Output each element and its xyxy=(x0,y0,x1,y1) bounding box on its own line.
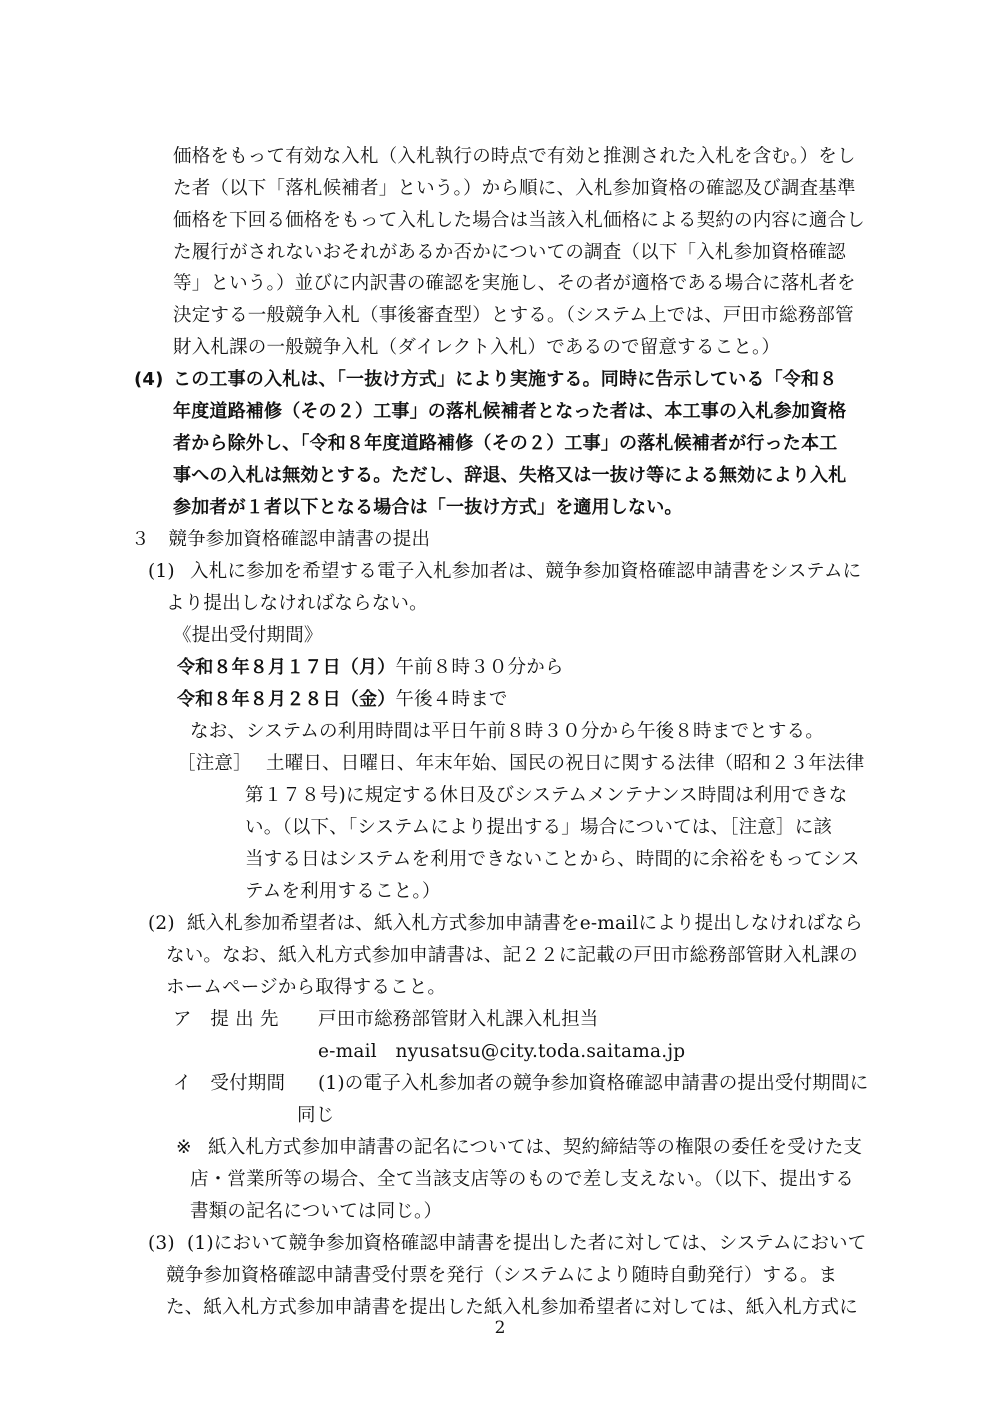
usage-note: なお、システムの利用時間は平日午前８時３０分から午後８時までとする。 xyxy=(190,721,824,742)
body-text-line: た、紙入札方式参加申請書を提出した紙入札参加希望者に対しては、紙入札方式に xyxy=(166,1297,858,1318)
submission-to-label: ア 提 出 先 xyxy=(173,1009,279,1030)
item-number: (3) xyxy=(148,1233,175,1254)
caution-text-line: 当する日はシステムを利用できないことから、時間的に余裕をもってシス xyxy=(245,849,860,870)
note-text-line: 店・営業所等の場合、全て当該支店等のもので差し支えない。（以下、提出する xyxy=(190,1169,854,1190)
bold-text-line: 参加者が１者以下となる場合は「一抜け方式」を適用しない。 xyxy=(173,497,683,518)
body-text-line: 財入札課の一般競争入札（ダイレクト入札）であるので留意すること。） xyxy=(173,337,781,358)
body-text-line: た者（以下「落札候補者」という。）から順に、入札参加資格の確認及び調査基準 xyxy=(173,178,856,199)
body-text-line: ホームページから取得すること。 xyxy=(166,977,447,998)
reception-period-label: イ 受付期間 xyxy=(173,1073,286,1094)
period-start xyxy=(177,655,564,681)
body-text-line: 価格をもって有効な入札（入札執行の時点で有効と推測された入札を含む。）をし xyxy=(173,146,856,167)
bold-text-line: この工事の入札は、「一抜け方式」により実施する。同時に告示している「令和８ xyxy=(173,369,838,390)
bold-text-line: 年度道路補修（その２）工事」の落札候補者となった者は、本工事の入札参加資格 xyxy=(173,401,847,422)
caution-text-line: 第１７８号)に規定する休日及びシステムメンテナンス時間は利用できな xyxy=(245,785,848,806)
period-end xyxy=(177,687,508,713)
body-text-line: より提出しなければならない。 xyxy=(166,593,428,614)
item-number: (4) xyxy=(134,369,164,390)
reception-period-value: 同じ xyxy=(297,1105,335,1126)
page-number: 2 xyxy=(494,1318,506,1338)
caution-label: ［注意］ xyxy=(177,753,252,774)
period-start-date: 令和８年８月１７日（月） xyxy=(177,657,396,678)
caution-text-line: テムを利用すること。） xyxy=(245,881,441,902)
note-text-line: 紙入札方式参加申請書の記名については、契約締結等の権限の委任を受けた支 xyxy=(208,1137,863,1158)
period-start-time: 午前８時３０分から xyxy=(395,657,564,678)
note-text-line: 書類の記名については同じ。） xyxy=(190,1201,443,1222)
body-text-line: 決定する一般競争入札（事後審査型）とする。（システム上では、戸田市総務部管 xyxy=(173,305,854,326)
body-text-line: 等」という。）並びに内訳書の確認を実施し、その者が適格である場合に落札者を xyxy=(173,273,856,294)
period-label: 《提出受付期間》 xyxy=(173,625,323,646)
period-end-date: 令和８年８月２８日（金） xyxy=(177,689,396,710)
item-number: (1) xyxy=(148,561,175,582)
body-text-line: 紙入札参加希望者は、紙入札方式参加申請書をe-mailにより提出しなければなら xyxy=(187,913,863,934)
note-mark: ※ xyxy=(176,1137,192,1158)
reception-period-value: (1)の電子入札参加者の競争参加資格確認申請書の提出受付期間に xyxy=(318,1073,869,1094)
body-text-line: た履行がされないおそれがあるか否かについての調査（以下「入札参加資格確認 xyxy=(173,242,846,263)
body-text-line: 競争参加資格確認申請書受付票を発行（システムにより随時自動発行）する。ま xyxy=(166,1265,838,1286)
body-text-line: (1)において競争参加資格確認申請書を提出した者に対しては、システムにおいて xyxy=(187,1233,867,1254)
section-heading: ３ 競争参加資格確認申請書の提出 xyxy=(131,529,431,550)
bold-text-line: 事への入札は無効とする。ただし、辞退、失格又は一抜け等による無効により入札 xyxy=(173,465,847,486)
caution-text-line: 土曜日、日曜日、年末年始、国民の祝日に関する法律（昭和２３年法律 xyxy=(266,753,865,774)
bold-text-line: 者から除外し、「令和８年度道路補修（その２）工事」の落札候補者が行った本工 xyxy=(173,433,838,454)
submission-to-value: 戸田市総務部管財入札課入札担当 xyxy=(318,1009,599,1030)
period-end-time: 午後４時まで xyxy=(395,689,508,710)
body-text-line: 価格を下回る価格をもって入札した場合は当該入札価格による契約の内容に適合し xyxy=(173,210,865,231)
submission-email[interactable]: e-mail nyusatsu@city.toda.saitama.jp xyxy=(318,1041,686,1062)
body-text-line: 入札に参加を希望する電子入札参加者は、競争参加資格確認申請書をシステムに xyxy=(190,561,862,582)
caution-text-line: い。（以下、「システムにより提出する」場合については、［注意］に該 xyxy=(245,817,833,838)
item-number: (2) xyxy=(148,913,175,934)
body-text-line: ない。なお、紙入札方式参加申請書は、記２２に記載の戸田市総務部管財入札課の xyxy=(166,945,858,966)
